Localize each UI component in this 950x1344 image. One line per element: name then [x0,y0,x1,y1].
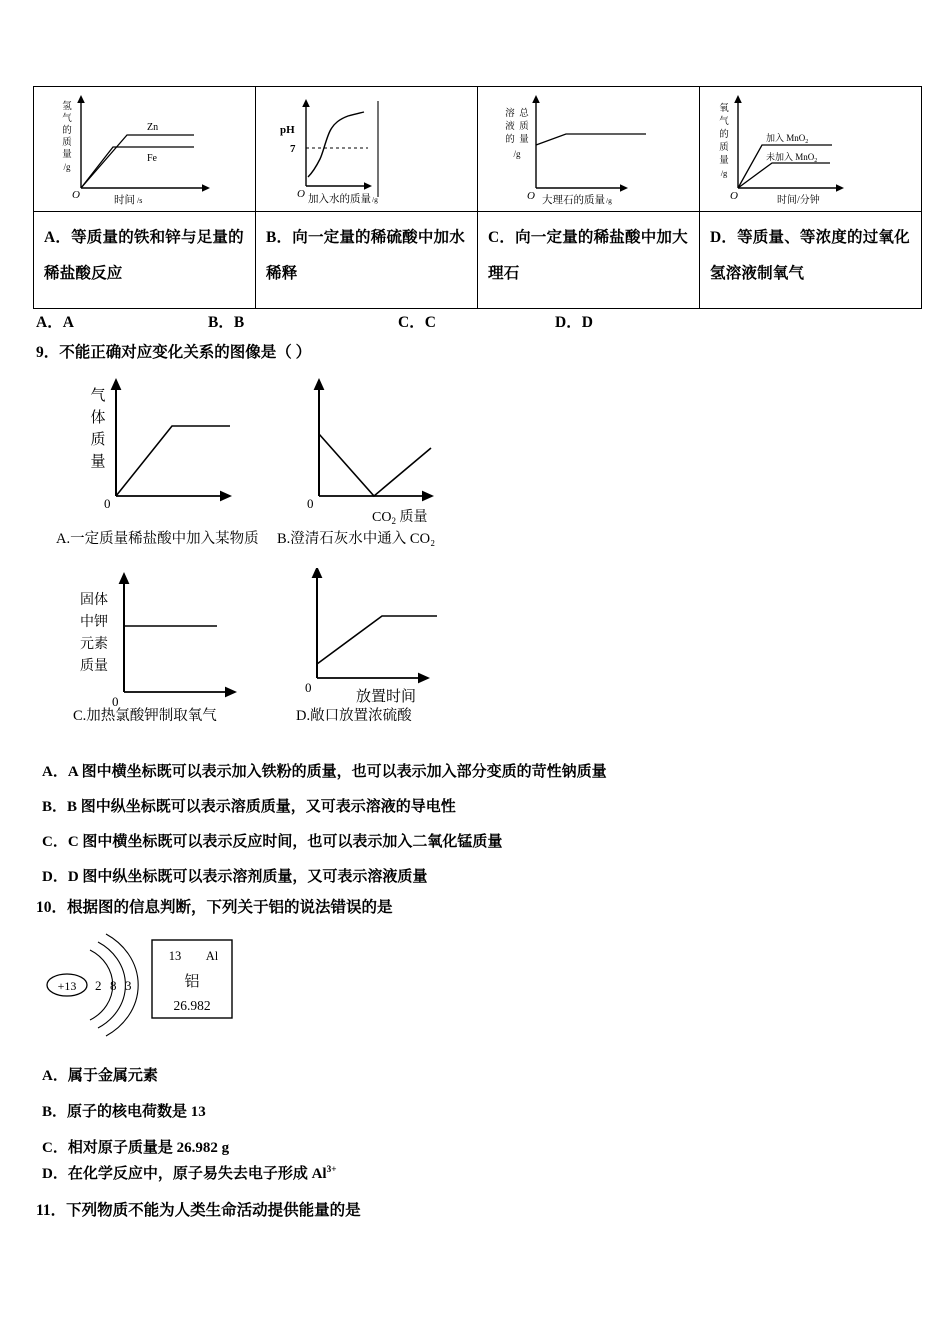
chart-q8-a-xlabel: 时间 [114,195,135,206]
q9-figure-a [72,374,272,529]
q9-caption-c: C.加热氯酸钾制取氧气 [73,708,217,724]
q8-answer-b[interactable]: B．B [208,314,245,331]
q10-option-c-text: 相对原子质量是 26.982 g [67,1140,230,1156]
element-symbol: Al [205,949,219,963]
q9-option-c[interactable]: C．C 图中横坐标既可以表示反应时间，也可以表示加入二氧化锰质量 [42,834,503,850]
chart-q8-b-ylabel: pH [280,124,295,136]
chart-q8-d-xlabel: 时间/分钟 [777,195,820,206]
chart-q8-b-xlabel: 加入水的质量 [308,194,371,205]
chart-q9-c-ylabel-row-0: 固体 [80,593,108,608]
chart-q9-b-origin: 0 [307,496,314,511]
shell-electron-count-3: 3 [125,978,132,993]
svg-text:/g: /g [606,196,612,205]
q10-option-b-text: 原子的核电荷数是 13 [67,1104,206,1120]
q8-answer-a[interactable]: A．A [36,314,74,331]
svg-text:的: 的 [719,130,729,140]
svg-text:/s: /s [137,196,143,205]
svg-text:/g: /g [63,162,71,172]
chart-q8-d-ylabel-char-0: 氧 [719,104,729,114]
q9-figure-d [294,568,504,723]
atom-structure-diagram [40,928,290,1040]
q9-option-b[interactable]: B．B 图中纵坐标既可以表示溶质质量，又可表示溶液的导电性 [42,799,456,815]
chart-q9-b [294,374,504,524]
chart-q8-b [256,87,475,209]
q11-stem: 11．下列物质不能为人类生命活动提供能量的是 [36,1202,361,1219]
q8-option-table [33,86,922,309]
q10-stem: 10．根据图的信息判断，下列关于铝的说法错误的是 [36,899,393,916]
svg-text:/g: /g [720,168,728,178]
q8-figure-row [34,87,922,212]
chart-q8-a-series-zn: Zn [147,122,159,133]
chart-q8-c-origin: O [527,190,535,202]
svg-text:的: 的 [505,135,515,145]
chart-q9-a-ylabel-char-0: 气 [90,388,106,404]
q8-option-text-d: D．等质量、等浓度的过氧化氢溶液制氧气 [710,229,910,282]
q10-option-c[interactable] [42,1136,229,1157]
q8-figure-cell-a [34,87,256,212]
svg-text:/g: /g [372,195,378,204]
svg-text:量: 量 [62,150,72,160]
q8-answer-d[interactable]: D．D [555,314,593,331]
q10-option-d-label: D． [42,1166,68,1182]
svg-text:质: 质 [719,143,729,153]
element-chinese-name: 铝 [184,974,200,990]
element-relative-atomic-mass: 26.982 [173,998,211,1013]
chart-q8-c [478,87,697,209]
q8-figure-cell-c [478,87,700,212]
chart-q9-c-origin: 0 [112,694,119,709]
q9-figure-c [62,568,272,723]
chart-q9-d [294,568,504,718]
chart-q9-d-xlabel: 放置时间 [356,689,417,705]
q10-option-d[interactable] [42,1162,337,1183]
chart-q8-c-ylabel-col1-0: 溶 [505,109,515,119]
q9-caption-b: B.澄清石灰水中通入 CO₂ [277,531,436,547]
chart-q9-c-ylabel-row-1: 中钾 [80,615,108,630]
q9-option-a[interactable]: A．A 图中横坐标既可以表示加入铁粉的质量，也可以表示加入部分变质的苛性钠质量 [42,764,607,780]
svg-text:/g: /g [513,149,521,159]
svg-text:气: 气 [719,117,729,127]
svg-text:量: 量 [519,135,529,145]
chart-q9-b-xlabel: $CO_2$ 质量 [372,510,428,524]
chart-q8-d-series-with-mno2: 加入 MnO$_2$ [766,133,809,145]
chart-q8-a-origin: O [72,189,80,201]
chart-q8-a-series-fe: Fe [147,153,157,164]
chart-q9-a [72,374,272,524]
chart-q9-c [62,568,272,718]
chart-q9-d-origin: 0 [305,680,312,695]
q8-option-text-a: A．等质量的铁和锌与足量的稀盐酸反应 [44,229,244,282]
q10-option-d-text: 在化学反应中，原子易失去电子形成 Al [67,1166,327,1182]
q9-figure-b [294,374,504,529]
q8-option-text-c: C．向一定量的稀盐酸中加大理石 [488,229,688,282]
svg-text:液: 液 [505,122,515,132]
svg-text:气: 气 [62,114,72,124]
q9-caption-a: A.一定质量稀盐酸中加入某物质 [56,531,259,547]
chart-q9-a-origin: 0 [104,496,111,511]
shell-electron-count-1: 2 [95,978,102,993]
element-atomic-number: 13 [168,949,182,963]
q10-atom-figure [40,928,290,1045]
chart-q9-a-ylabel-char-1: 体 [90,410,106,426]
chart-q9-a-ylabel-char-3: 量 [90,454,106,470]
chart-q8-a [34,87,253,209]
q8-answer-c[interactable]: C．C [398,314,436,331]
chart-q8-d-origin: O [730,190,738,202]
q9-stem: 9．不能正确对应变化关系的图像是（ ） [36,344,312,361]
chart-q8-d [700,87,919,209]
chart-q9-a-ylabel-char-2: 质 [90,432,106,448]
q8-option-cell-a[interactable] [34,212,256,309]
nucleus-charge-label: +13 [57,979,77,993]
chart-q9-c-ylabel-row-3: 质量 [80,659,108,674]
chart-q8-b-ytick: 7 [290,143,296,155]
q8-option-cell-c[interactable] [478,212,700,309]
q8-figure-cell-b [256,87,478,212]
chart-q8-b-origin: O [297,188,305,200]
chart-q8-a-ylabel-char-0: 氢 [62,102,72,112]
svg-text:质: 质 [62,138,72,148]
q10-option-d-superscript: 3+ [326,1165,337,1175]
q10-option-a[interactable] [42,1064,158,1085]
q10-option-b-label: B． [42,1104,68,1120]
chart-q9-c-ylabel-row-2: 元素 [80,637,108,652]
shell-electron-count-2: 8 [110,978,117,993]
chart-q8-c-xlabel: 大理石的质量 [542,195,605,206]
q8-option-cell-d[interactable] [700,212,922,309]
svg-text:质: 质 [519,122,529,132]
q8-answer-row [36,310,736,332]
q10-option-a-text: 属于金属元素 [67,1068,158,1084]
q10-option-b[interactable] [42,1100,206,1121]
q10-option-c-label: C． [42,1140,68,1156]
chart-q8-d-series-without-mno2: 未加入 MnO$_2$ [766,152,818,164]
svg-text:量: 量 [719,156,729,166]
q8-option-text-b: B．向一定量的稀硫酸中加水稀释 [266,229,465,282]
q9-caption-d: D.敞口放置浓硫酸 [296,708,412,724]
q9-option-d[interactable]: D．D 图中纵坐标既可以表示溶剂质量，又可表示溶液质量 [42,869,428,885]
q8-option-text-row [34,212,922,309]
chart-q8-c-ylabel-col2-0: 总 [519,109,529,119]
q10-option-a-label: A． [42,1068,68,1084]
q8-figure-cell-d [700,87,922,212]
q8-option-cell-b[interactable] [256,212,478,309]
svg-text:的: 的 [62,126,72,136]
